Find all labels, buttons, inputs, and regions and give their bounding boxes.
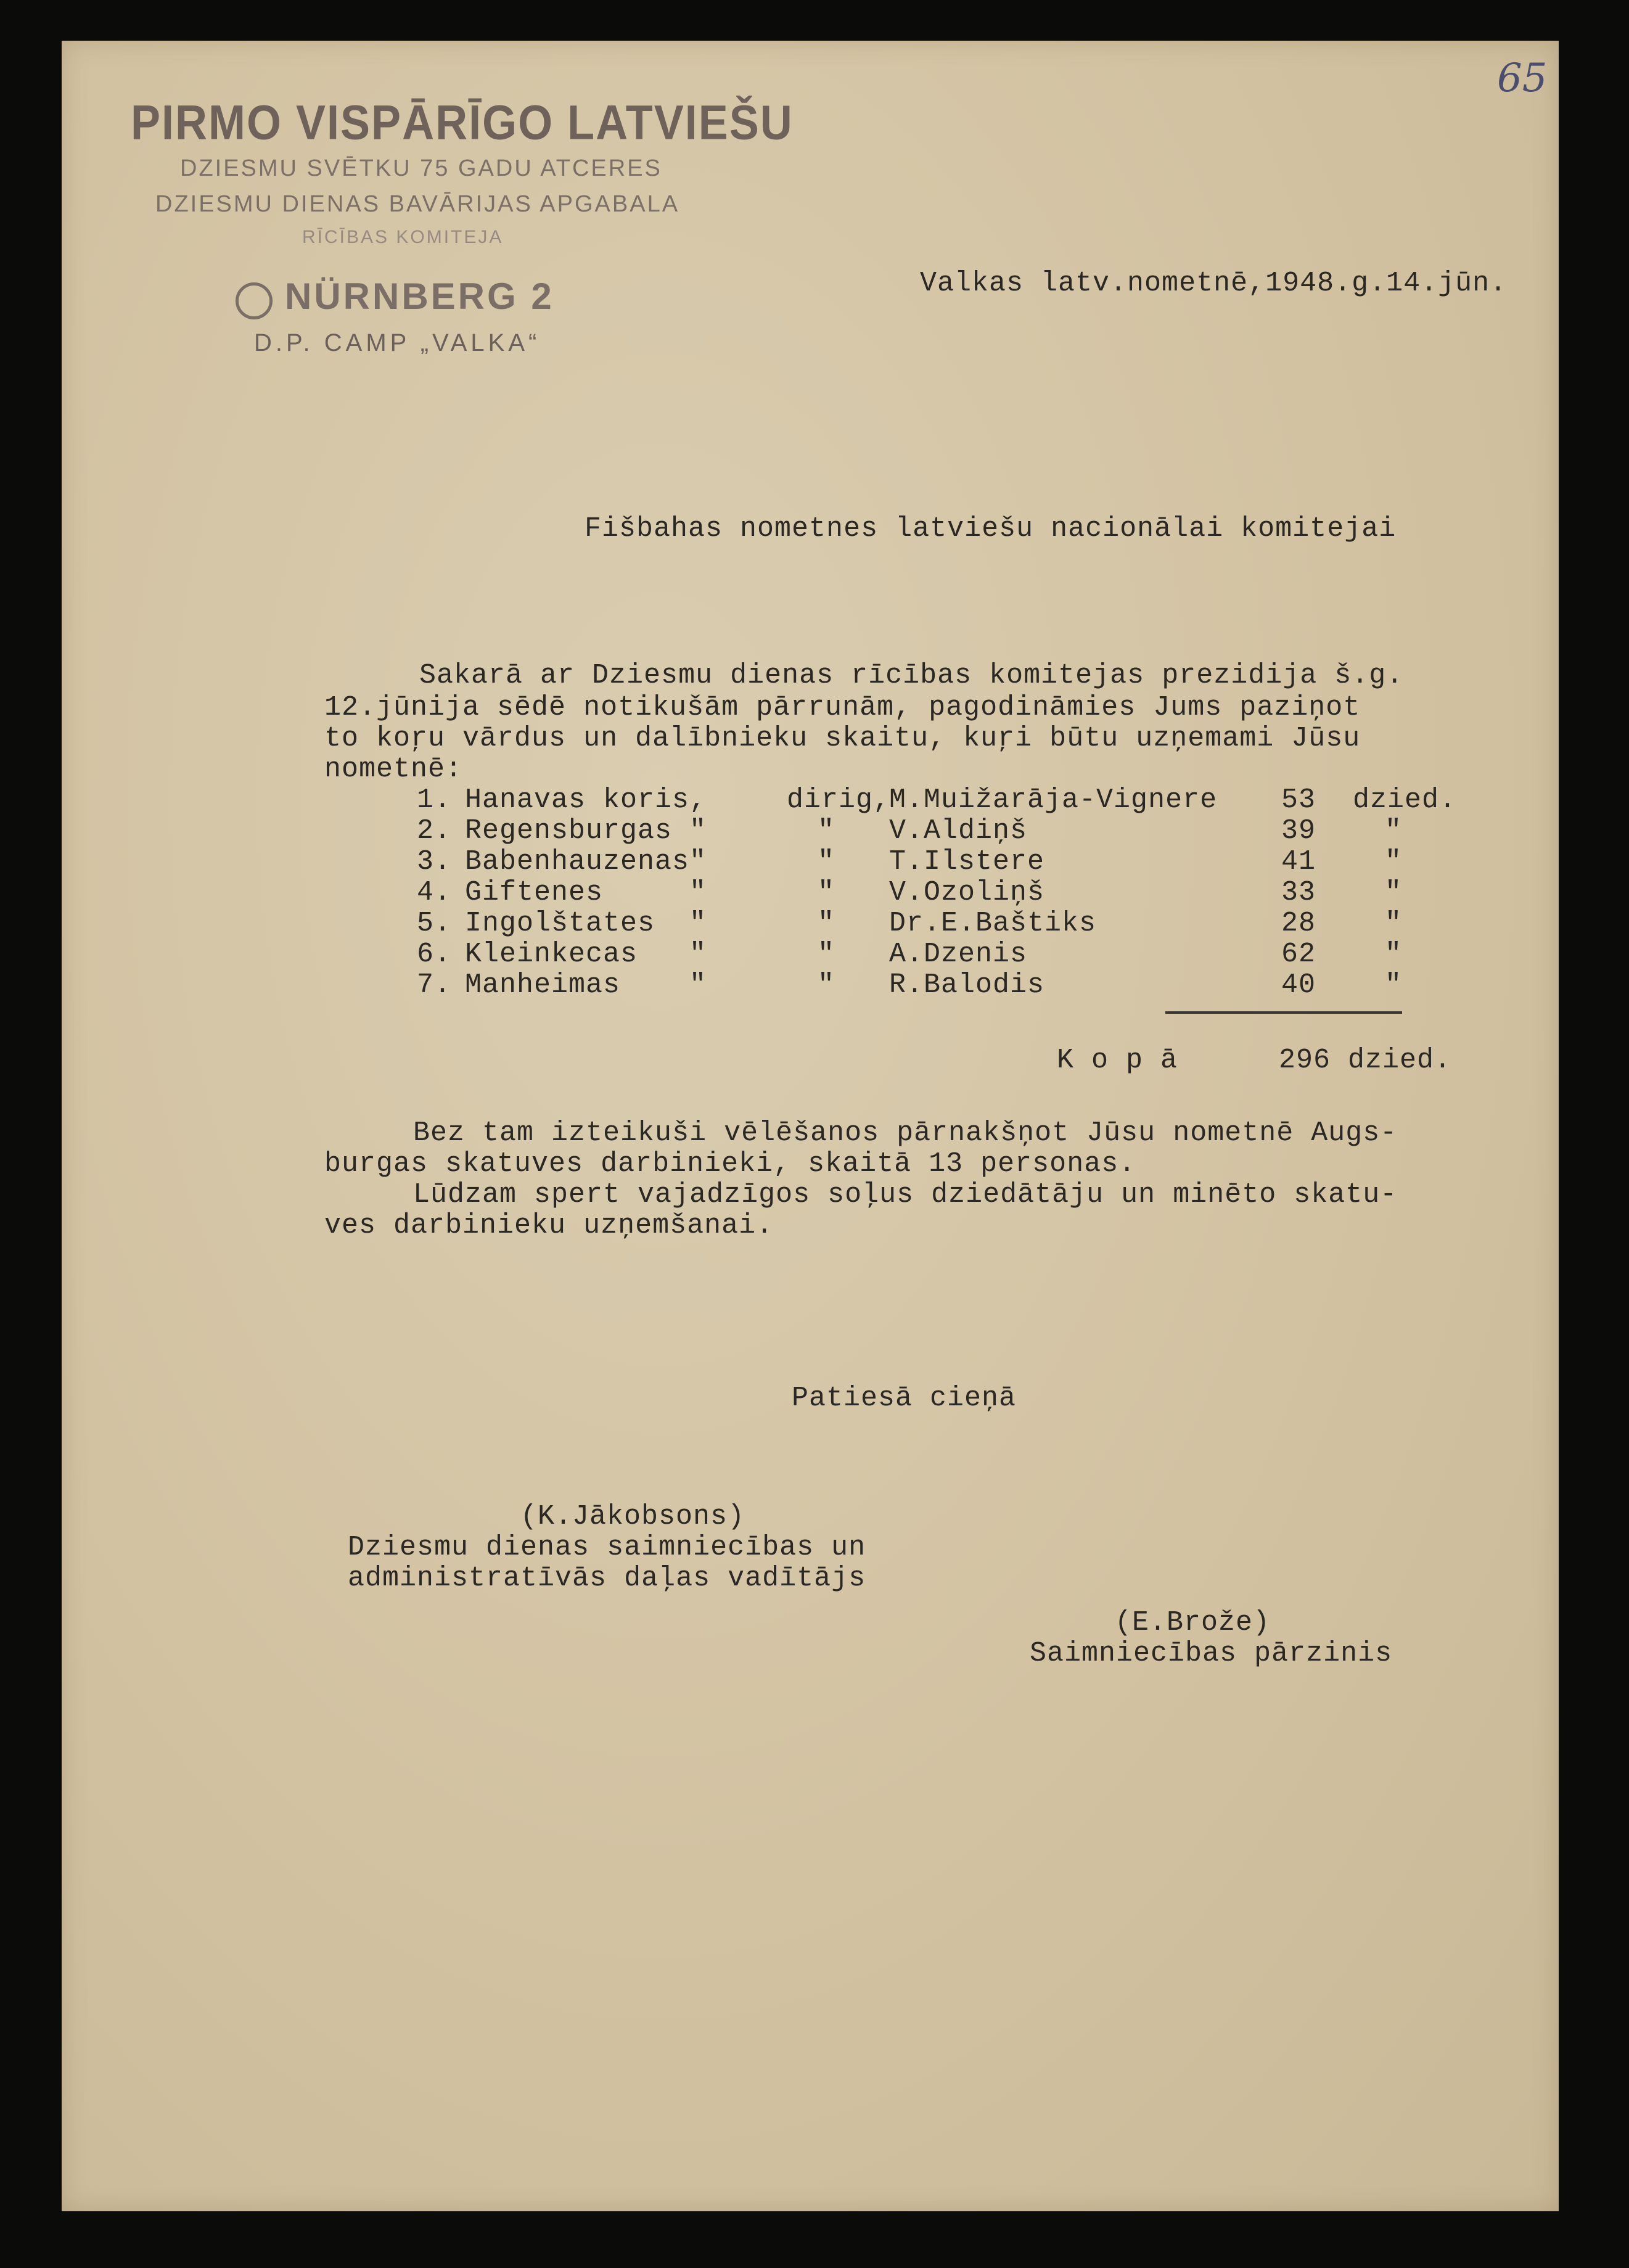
signatory-1-title-line-2: administratīvās daļas vadītājs bbox=[348, 1563, 866, 1594]
closing: Patiesā cieņā bbox=[792, 1383, 1017, 1414]
stamp-line-2: DZIESMU SVĒTKU 75 GADU ATCERES bbox=[180, 155, 662, 181]
signatory-1-title-line-1: Dziesmu dienas saimniecības un bbox=[348, 1532, 866, 1563]
total-label: K o p ā bbox=[1057, 1045, 1178, 1076]
body-line-2: 12.jūnija sēdē notikušām pārrunām, pagodināmies Jums paziņot bbox=[324, 692, 1361, 723]
stamp-line-3: DZIESMU DIENAS BAVĀRIJAS APGABALA bbox=[155, 191, 680, 217]
document-page: 65 PIRMO VISPĀRĪGO LATVIEŠU DZIESMU SVĒTKU 75 GADU ATCERES DZIESMU DIENAS BAVĀRIJAS APGABALA RĪCĪBAS KOMITEJA NÜRNBERG 2 D.P. CAMP „VALKA“ Valkas latv.nometnē,1948.g.14.jūn. Fišbahas nometnes latviešu nacionālai komitejai Sakarā ar Dziesmu dienas rīcības komitejas prezidija š.g. 12.jūnija sēdē notikušām pārrunām, pagodināmies Jums paziņot to koŗu vārdus un dalībnieku skaitu, kuŗi būtu uzņemami Jūsu nometnē: 1. Hanavas koris, dirig, M.Muižarāja-Vignere 53 dzied. 2. Regensburgas " " V.Aldiņš 39 " 3. Babenhauzenas" " T.Ilstere 41 " 4. Giftenes " " V.Ozoliņš 33 " 5. Ingolštates " " Dr.E.Baštiks 28 " 6. Kleinkecas " " A.Dzenis 62 " 7. Manheimas " " R.Balodis 40 " K o p ā 296 dzied. Bez tam izteikuši vēlēšanos pārnakšņot Jūsu nometnē Augs- burgas skatuves darbinieki, skaitā 13 personas. Lūdzam spert vajadzīgos soļus dziedātāju un minēto skatu- ves darbinieku uzņemšanai. Patiesā cieņā (K.Jākobsons) Dziesmu dienas saimniecības un administratīvās daļas vadītājs (E.Brože) Saimniecības pārzinis bbox=[62, 41, 1559, 2211]
body-para2-line-3: Lūdzam spert vajadzīgos soļus dziedātāju un minēto skatu- bbox=[413, 1179, 1398, 1210]
addressee: Fišbahas nometnes latviešu nacionālai komitejai bbox=[585, 513, 1397, 544]
signatory-2-title: Saimniecības pārzinis bbox=[1030, 1638, 1393, 1669]
signatory-1-name: (K.Jākobsons) bbox=[520, 1501, 745, 1532]
stamp-line-4: RĪCĪBAS KOMITEJA bbox=[302, 227, 504, 247]
body-para2-line-2: burgas skatuves darbinieki, skaitā 13 personas. bbox=[324, 1148, 1136, 1180]
body-para2-line-4: ves darbinieku uzņemšanai. bbox=[324, 1210, 774, 1241]
body-line-4: nometnē: bbox=[324, 754, 463, 785]
total-value: 296 dzied. bbox=[1279, 1045, 1452, 1076]
stamp-line-6: D.P. CAMP „VALKA“ bbox=[254, 329, 541, 356]
body-para2-line-1: Bez tam izteikuši vēlēšanos pārnakšņot Jūsu nometnē Augs- bbox=[413, 1117, 1398, 1149]
registered-mark-icon bbox=[236, 282, 273, 319]
body-line-1: Sakarā ar Dziesmu dienas rīcības komitejas prezidija š.g. bbox=[419, 660, 1404, 691]
body-line-3: to koŗu vārdus un dalībnieku skaitu, kuŗi būtu uzņemami Jūsu bbox=[324, 723, 1361, 754]
signatory-2-name: (E.Brože) bbox=[1115, 1607, 1271, 1638]
sum-underline bbox=[1165, 1011, 1402, 1014]
page-number: 65 bbox=[1497, 55, 1548, 101]
stamp-line-5: NÜRNBERG 2 bbox=[285, 276, 554, 317]
place-and-date: Valkas latv.nometnē,1948.g.14.jūn. bbox=[920, 268, 1508, 299]
stamp-line-1: PIRMO VISPĀRĪGO LATVIEŠU bbox=[131, 96, 794, 150]
